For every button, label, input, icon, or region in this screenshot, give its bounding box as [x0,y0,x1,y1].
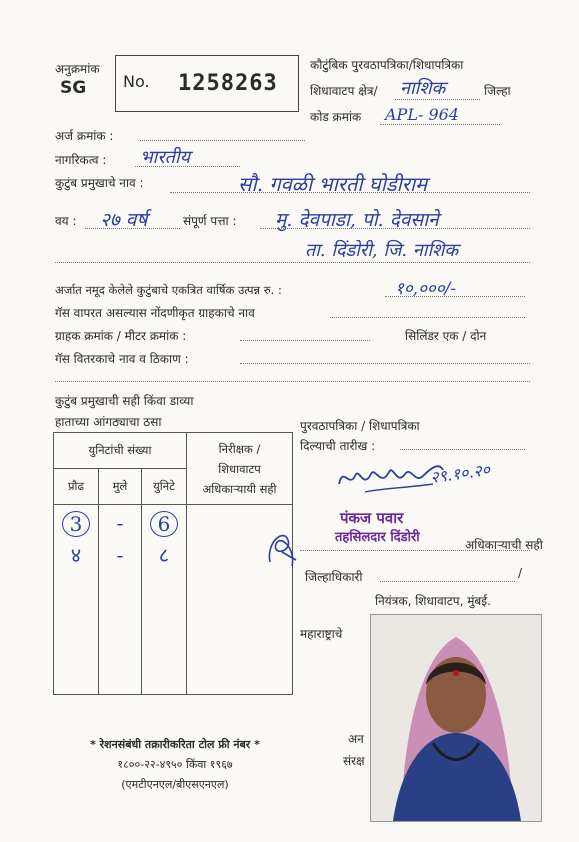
bottom-label-1: अन [348,732,364,746]
card-issue-label: पुरवठापत्रिका / शिधापत्रिका [300,419,420,433]
inspector-signature [262,522,302,572]
inspector-header-line-2: शिधावाटप [218,461,261,476]
bottom-label-2: संरक्ष [343,754,365,768]
age-label: वय : [55,214,77,228]
adult-value-2: ४ [70,543,82,567]
series-code: SG [60,78,87,98]
issue-date-label: दिल्याची तारीख : [300,439,376,453]
distributor-label: गॅस वितरकाचे नाव व ठिकाण : [55,352,189,366]
serial-label: अनुक्रमांक [55,62,100,76]
col-child: मुले [99,469,142,505]
citizenship-label: नागरिकत्व : [55,153,107,167]
separator-slash: / [518,566,523,580]
address-label: संपूर्ण पत्ता : [183,214,237,228]
state-label: महाराष्ट्राचे [300,627,343,641]
area-label: शिधावाटप क्षेत्र/ [310,84,378,98]
child-value-2: - [116,543,124,567]
card-number-label: No. [123,72,150,91]
consumer-number-label: ग्राहक क्रमांक / मीटर क्रमांक : [55,329,187,343]
helpline-providers: (एमटीएनएल/बीएसएनएल) [121,778,229,791]
head-name-value: सौ. गवळी भारती घोडीराम [238,172,428,196]
cylinder-label: सिलिंडर एक / दोन [405,329,487,343]
inspector-header-line-3: अधिकाऱ्यायी सही [202,481,277,496]
units-table [53,432,293,695]
stamp-name: पंकज पवार [340,509,404,527]
issue-date-value: २९.१०.२० [429,459,492,488]
code-value: APL- 964 [385,105,459,124]
controller-label: नियंत्रक, शिधावाटप, मुंबई. [375,594,491,608]
col-units: युनिटे [142,469,187,505]
income-label: अर्जात नमूद केलेले कुटुंबाचे एकत्रित वार्षिक उत्पन्न रु. : [55,283,282,297]
gas-consumer-name-label: गॅस वापरत असल्यास नोंदणीकृत ग्राहकाचे नाव [55,306,255,320]
head-name-label: कुटुंब प्रमुखाचे नाव : [55,176,144,190]
helpline-numbers: १८००-२२-४९५० किंवा १९६७ [117,758,233,771]
signature-label-1: कुटुंब प्रमुखाची सही किंवा डाव्या [55,394,194,408]
child-cell [99,505,142,695]
officer-sign-label: अधिकाऱ्याची सही [465,538,543,552]
signature-label-2: हाताच्या आंगठ्याचा ठसा [55,415,162,429]
col-adult: प्रौढ [54,469,99,505]
adult-value-1: 3 [62,511,90,537]
income-value: १०,०००/- [395,279,457,299]
code-label: कोड क्रमांक [310,110,362,124]
units-value-1: 6 [150,511,178,537]
units-header: युनिटांची संख्या [54,433,187,469]
area-value: नाशिक [400,78,446,99]
inspector-header-line-1: निरीक्षक / [218,441,261,456]
holder-photo [370,614,542,822]
district-label: जिल्हा [484,84,511,98]
units-cell [142,505,187,695]
card-number: 1258263 [178,71,278,96]
child-value-1: - [116,511,124,535]
units-value-2: ८ [158,543,170,567]
collector-label: जिल्हाधिकारी [305,570,363,584]
inspector-header [187,433,293,505]
address-line-1: मु. देवपाडा, पो. देवसाने [275,209,439,231]
address-line-2: ता. दिंडोरी, जि. नाशिक [305,240,459,261]
adult-cell [54,505,99,695]
age-value: २७ वर्ष [100,209,148,231]
card-title: कौटुंबिक पुरवठापत्रिका/शिधापत्रिका [310,58,464,72]
person-portrait-icon [371,615,541,821]
citizenship-value: भारतीय [140,147,191,168]
helpline-title: * रेशनसंबंधी तक्रारीकरिता टोल फ्री नंबर * [90,738,260,751]
application-no-label: अर्ज क्रमांक : [55,129,114,143]
stamp-title: तहसिलदार दिंडोरी [335,530,420,545]
